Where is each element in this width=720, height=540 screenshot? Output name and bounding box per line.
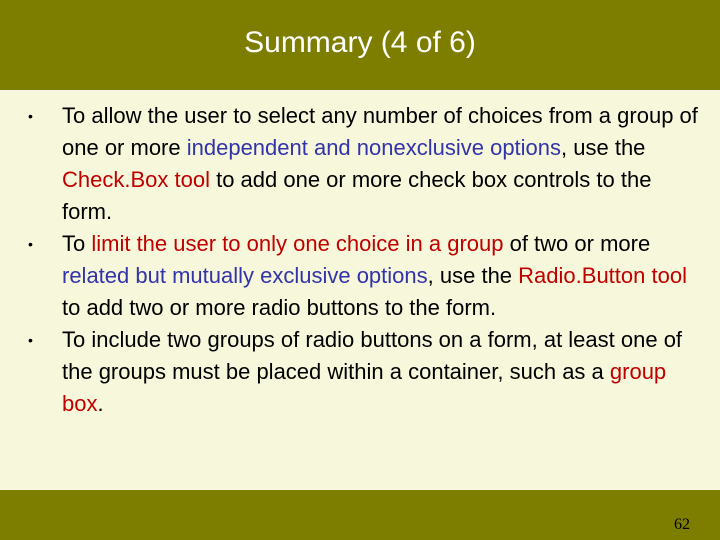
highlight-text: group box <box>62 359 667 416</box>
text-segment: To include two groups of radio buttons on a form, at least one of the groups must be placed within a container, such as a <box>62 327 683 384</box>
page-number: 62 <box>674 516 690 533</box>
text-segment: . <box>97 391 104 416</box>
bullet-marker: • <box>28 236 33 252</box>
bullet-item <box>0 100 702 228</box>
text-segment: To allow the user to select any number of choices from a group of one or more <box>62 103 698 160</box>
highlight-text: independent and nonexclusive options <box>186 135 562 160</box>
text-segment: to add one or more check box controls to the form. <box>62 167 652 224</box>
bullet-item <box>0 324 702 420</box>
text-segment: , use the <box>427 263 519 288</box>
text-segment: to add two or more radio buttons to the form. <box>62 295 497 320</box>
footer-band <box>0 490 720 540</box>
text-segment: , use the <box>561 135 646 160</box>
highlight-text: Radio.Button tool <box>518 263 687 288</box>
bullet-marker: • <box>28 332 33 348</box>
slide-title: Summary (4 of 6) <box>244 26 476 59</box>
title-band <box>0 0 720 90</box>
highlight-text: limit the user to only one choice in a group <box>91 231 504 256</box>
text-segment: of two or more <box>503 231 651 256</box>
highlight-text: related but mutually exclusive options <box>62 263 428 288</box>
bullet-item <box>0 228 702 324</box>
text-segment: To <box>62 231 92 256</box>
bullet-list <box>0 100 720 480</box>
highlight-text: Check.Box tool <box>62 167 210 192</box>
bullet-marker: • <box>28 108 33 124</box>
